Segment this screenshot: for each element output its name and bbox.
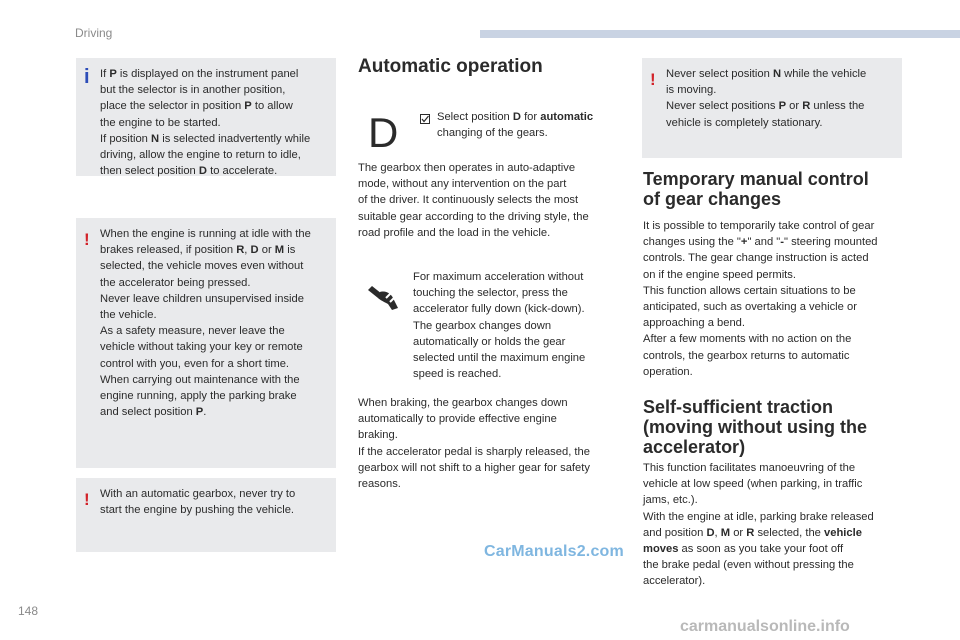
warning-box-idle <box>76 218 336 468</box>
text-line: of the driver. It continuously selects the most <box>358 194 579 207</box>
traction-paragraph <box>643 460 908 590</box>
text-line: anticipated, such as overtaking a vehicle or <box>643 301 857 314</box>
text-line: For maximum acceleration without <box>413 271 584 283</box>
text-line: automatically or holds the gear <box>413 335 566 348</box>
select-d-instruction <box>437 109 617 141</box>
text-line: accelerator fully down (kick-down). <box>413 303 585 316</box>
text-line: mode, without any intervention on the part <box>358 178 567 191</box>
text-line: gearbox will not shift to a higher gear for safety <box>358 461 590 474</box>
text-line: Never select positions P or R unless the <box>666 100 865 113</box>
warning-icon: ! <box>650 70 656 89</box>
text-line: Select position D for automatic <box>437 111 594 123</box>
warning-box-positions <box>642 58 902 158</box>
text-line: the brake pedal (even without pressing the <box>643 559 854 572</box>
text-line: the vehicle. <box>100 309 157 322</box>
text-line: As a safety measure, never leave the <box>100 325 285 338</box>
text-line: With the engine at idle, parking brake released <box>643 510 874 523</box>
text-line: The gearbox changes down <box>413 319 552 332</box>
info-box-text <box>100 66 324 179</box>
info-icon: i <box>84 66 90 88</box>
text-line: automatically to provide effective engine <box>358 413 557 426</box>
manual-control-paragraph <box>643 218 908 380</box>
text-line: If P is displayed on the instrument panel <box>100 68 299 80</box>
warning-icon: ! <box>84 490 90 509</box>
text-line: accelerator). <box>643 575 706 588</box>
adaptive-mode-paragraph <box>358 160 620 241</box>
warning-box-text <box>666 66 890 131</box>
text-line: braking. <box>358 429 398 442</box>
text-line: It is possible to temporarily take control of gear <box>643 220 875 232</box>
text-line: suitable gear according to the driving style, the <box>358 210 589 223</box>
text-line: If position N is selected inadvertently while <box>100 132 311 145</box>
text-line: on if the engine speed permits. <box>643 268 796 281</box>
accelerator-foot-icon <box>364 276 404 316</box>
checkbox-bullet-icon <box>420 114 430 127</box>
text-line: jams, etc.). <box>643 494 698 507</box>
text-line: selected until the maximum engine <box>413 352 586 365</box>
section-header: Driving <box>75 26 113 40</box>
text-line: but the selector is in another position, <box>100 84 286 97</box>
header-bar <box>480 30 960 38</box>
text-line: is moving. <box>666 84 717 97</box>
text-line: the engine to be started. <box>100 116 221 129</box>
text-line: and position D, M or R selected, the vehicle <box>643 526 862 539</box>
text-line: changing of the gears. <box>437 127 548 140</box>
watermark-center: CarManuals2.com <box>484 543 624 560</box>
text-line: This function facilitates manoeuvring of the <box>643 462 856 474</box>
text-line: vehicle is completely stationary. <box>666 116 823 129</box>
warning-icon: ! <box>84 230 90 249</box>
text-line: Never select position N while the vehicle <box>666 68 867 80</box>
text-line: start the engine by pushing the vehicle. <box>100 504 295 517</box>
warning-box-text <box>100 226 324 420</box>
text-line: speed is reached. <box>413 368 502 381</box>
text-line: When the engine is running at idle with the <box>100 228 311 240</box>
text-line: engine running, apply the parking brake <box>100 390 297 403</box>
warning-box-push-start <box>76 478 336 552</box>
text-line: touching the selector, press the <box>413 287 568 300</box>
text-line: When carrying out maintenance with the <box>100 373 300 386</box>
text-line: vehicle without taking your key or remote <box>100 341 303 354</box>
text-line: brakes released, if position R, D or M is <box>100 244 296 257</box>
text-line: operation. <box>643 365 693 378</box>
text-line: controls, the gearbox returns to automatic <box>643 349 850 362</box>
text-line: The gearbox then operates in auto-adaptive <box>358 162 576 174</box>
text-line: If the accelerator pedal is sharply released, the <box>358 445 590 458</box>
text-line: selected, the vehicle moves even without <box>100 260 304 273</box>
page-number: 148 <box>18 604 39 618</box>
info-box-selector <box>76 58 336 176</box>
text-line: reasons. <box>358 478 401 491</box>
text-line: the accelerator being pressed. <box>100 276 251 289</box>
text-line: driving, allow the engine to return to idle, <box>100 149 301 162</box>
text-line: controls. The gear change instruction is acted <box>643 252 869 265</box>
text-line: After a few moments with no action on the <box>643 333 852 346</box>
text-line: changes using the "+" and "-" steering mounted <box>643 236 878 249</box>
text-line: approaching a bend. <box>643 317 746 330</box>
text-line: vehicle at low speed (when parking, in traffic <box>643 478 863 491</box>
text-line: When braking, the gearbox changes down <box>358 397 568 409</box>
braking-paragraph <box>358 395 620 492</box>
section-title-self-sufficient-traction: Self-sufficient traction (moving without using the accelerator) <box>643 397 867 457</box>
warning-box-text <box>100 486 324 518</box>
text-line: and select position P. <box>100 406 207 419</box>
text-line: control with you, even for a short time. <box>100 357 290 370</box>
watermark-footer: carmanualsonline.info <box>680 618 850 635</box>
text-line: Never leave children unsupervised inside <box>100 292 304 305</box>
text-line: road profile and the load in the vehicle. <box>358 226 551 239</box>
gear-d-icon: D <box>368 109 399 156</box>
text-line: With an automatic gearbox, never try to <box>100 488 296 500</box>
text-line: This function allows certain situations to be <box>643 284 856 297</box>
section-title-automatic: Automatic operation <box>358 56 543 77</box>
text-line: place the selector in position P to allow <box>100 100 293 113</box>
text-line: then select position D to accelerate. <box>100 165 278 178</box>
text-line: moves as soon as you take your foot off <box>643 543 844 556</box>
kickdown-paragraph <box>413 269 623 382</box>
section-title-manual-control: Temporary manual control of gear changes <box>643 169 869 209</box>
